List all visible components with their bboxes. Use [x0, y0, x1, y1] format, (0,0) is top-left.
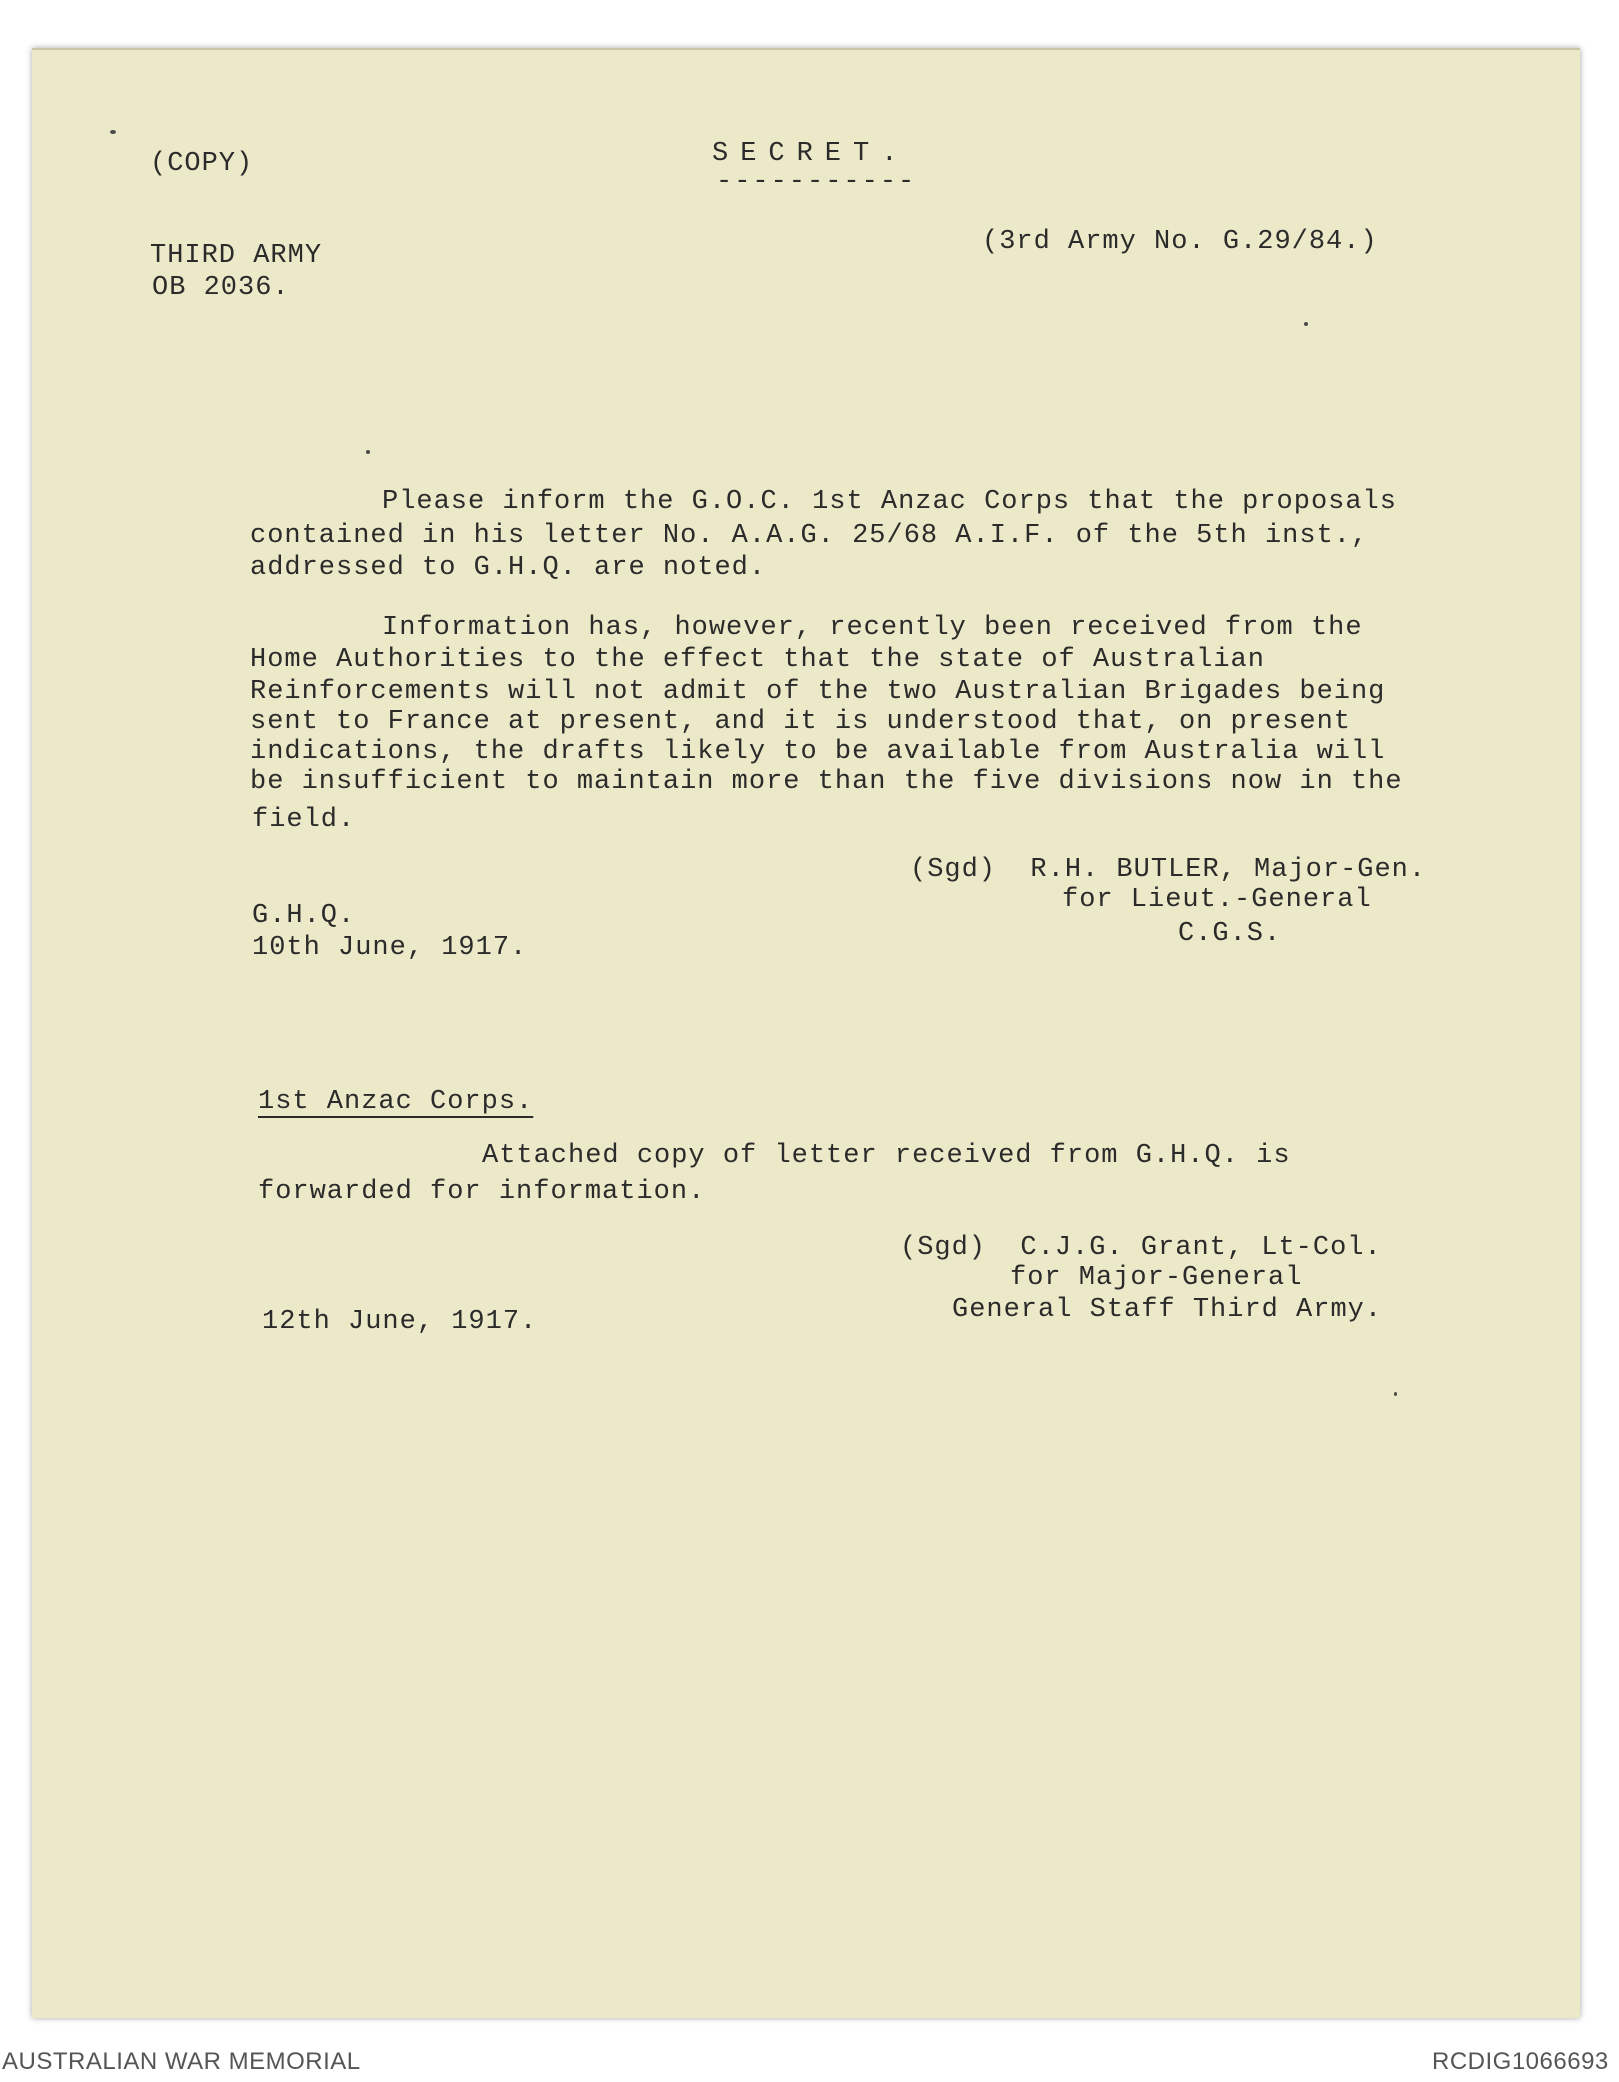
originator-line-1: THIRD ARMY: [150, 241, 323, 271]
classification-rule: -----------: [716, 167, 917, 197]
letter2-date: 12th June, 1917.: [262, 1307, 538, 1337]
letter1-para2-line2: Home Authorities to the effect that the state of Australian: [250, 645, 1265, 675]
letter1-signature-line3: C.G.S.: [1178, 919, 1282, 949]
letter2-signature-line1: (Sgd) C.J.G. Grant, Lt-Col.: [900, 1233, 1382, 1263]
paper-speck: [1394, 1392, 1397, 1396]
letter1-date: 10th June, 1917.: [252, 933, 528, 963]
letter1-signature-line1: (Sgd) R.H. BUTLER, Major-Gen.: [910, 855, 1427, 885]
copy-mark: (COPY): [150, 149, 254, 179]
letter1-para1-line1: Please inform the G.O.C. 1st Anzac Corps that the proposals: [382, 487, 1397, 517]
paper-speck: [110, 130, 116, 134]
letter2-body-line2: forwarded for information.: [258, 1177, 706, 1207]
letter1-para1-line3: addressed to G.H.Q. are noted.: [250, 553, 767, 583]
letter2-signature-line3: General Staff Third Army.: [952, 1295, 1383, 1325]
classification-heading: SECRET.: [712, 139, 910, 169]
letter1-para2-line4: sent to France at present, and it is understood that, on present: [250, 707, 1351, 737]
reference-number: (3rd Army No. G.29/84.): [982, 227, 1378, 257]
letter1-para2-line6: be insufficient to maintain more than the five divisions now in the: [250, 767, 1403, 797]
letter1-para2-line5: indications, the drafts likely to be available from Australia will: [250, 737, 1386, 767]
letter1-place: G.H.Q.: [252, 901, 356, 931]
letter2-addressee: 1st Anzac Corps.: [258, 1087, 534, 1117]
letter2-body-line1: Attached copy of letter received from G.H.Q. is: [482, 1141, 1291, 1171]
letter1-para2-line7: field.: [252, 805, 356, 835]
footer-institution: AUSTRALIAN WAR MEMORIAL: [2, 2048, 361, 2075]
paper-speck: [366, 450, 370, 454]
paper-speck: [1304, 322, 1308, 326]
letter1-para2-line1: Information has, however, recently been received from the: [382, 613, 1363, 643]
letter1-para2-line3: Reinforcements will not admit of the two Australian Brigades being: [250, 677, 1386, 707]
footer-record-id: RCDIG1066693: [1432, 2048, 1609, 2075]
document-page: [32, 48, 1580, 2018]
originator-line-2: OB 2036.: [152, 273, 290, 303]
letter1-para1-line2: contained in his letter No. A.A.G. 25/68 A.I.F. of the 5th inst.,: [250, 521, 1369, 551]
letter2-signature-line2: for Major-General: [1010, 1263, 1303, 1293]
letter1-signature-line2: for Lieut.-General: [1062, 885, 1372, 915]
